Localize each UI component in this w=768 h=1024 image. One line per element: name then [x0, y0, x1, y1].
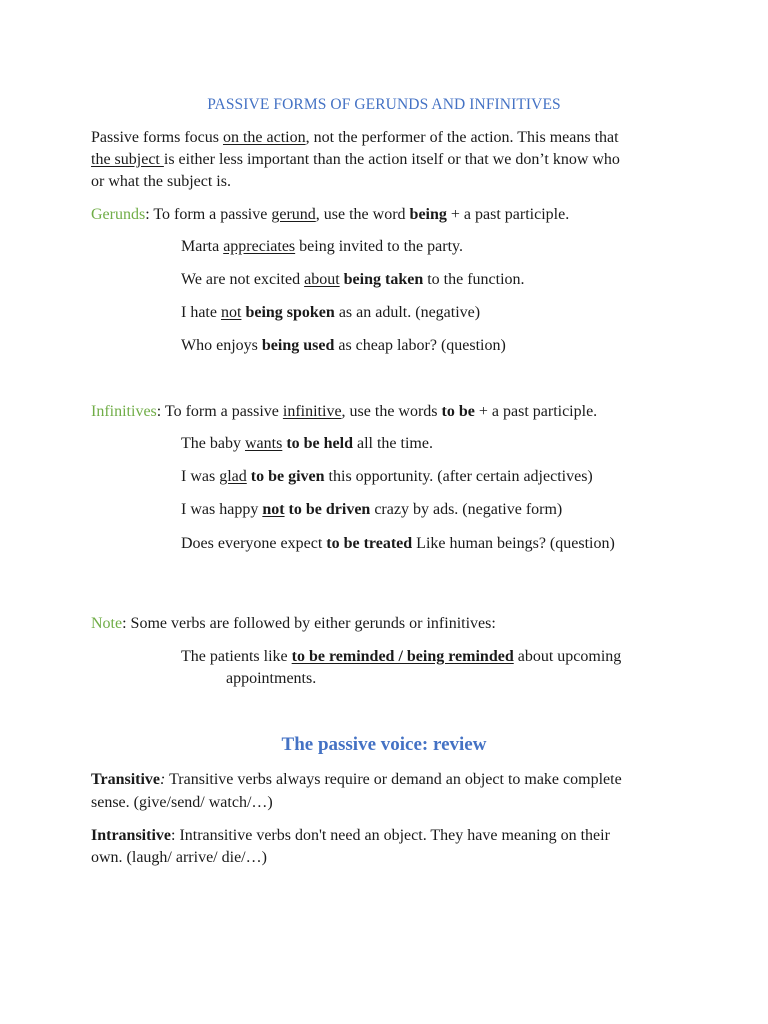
example-bold-underline: to be reminded / being reminded — [291, 648, 514, 665]
example-text: I was — [181, 468, 220, 485]
example-text: I hate — [181, 304, 221, 321]
example-underline: glad — [219, 468, 247, 485]
example-text: Marta — [181, 238, 224, 255]
intransitive-label: Intransitive — [91, 827, 171, 844]
example-text: We are not excited — [181, 271, 305, 288]
gerunds-text: + a past participle. — [446, 206, 570, 223]
gerunds-text: , use the word — [315, 206, 410, 223]
example-bold: to be treated — [326, 535, 413, 552]
gerund-example-3 — [181, 302, 480, 324]
note-line — [91, 613, 496, 635]
gerund-example-1 — [181, 236, 463, 258]
example-bold: to be given — [246, 468, 325, 485]
intro-line-3: or what the subject is. — [91, 173, 231, 190]
infinitives-rule — [91, 401, 597, 423]
example-bold: being used — [261, 337, 335, 354]
infinitive-example-4 — [181, 533, 615, 555]
example-text: Like human beings? (question) — [412, 535, 615, 552]
example-underline: about — [304, 271, 340, 288]
example-text: crazy by ads. (negative form) — [370, 501, 563, 518]
transitive-line-1 — [91, 769, 622, 791]
gerund-example-2 — [181, 269, 525, 291]
example-text: I was happy — [181, 501, 263, 518]
infinitive-example-3 — [181, 499, 562, 521]
intro-underline-action: on the action — [222, 129, 306, 146]
example-text: as an adult. (negative) — [334, 304, 481, 321]
transitive-line-2: sense. (give/send/ watch/…) — [91, 794, 273, 811]
transitive-sep: : — [160, 771, 166, 788]
example-text: Does everyone expect — [181, 535, 327, 552]
infinitives-text: : To form a passive — [156, 403, 283, 420]
example-underline: appreciates — [223, 238, 296, 255]
intransitive-line-2: own. (laugh/ arrive/ die/…) — [91, 849, 267, 866]
gerund-example-4 — [181, 335, 506, 357]
intro-underline-subject: the subject — [91, 151, 164, 168]
infinitives-text: , use the words — [341, 403, 442, 420]
gerunds-text: : To form a passive — [145, 206, 272, 223]
example-bold: to be driven — [284, 501, 371, 518]
intro-text: is either less important than the action itself or that we don’t know who — [163, 151, 620, 168]
intransitive-text: : Intransitive verbs don't need an object. They have meaning on their — [171, 827, 610, 844]
example-bold: to be held — [282, 435, 353, 452]
example-text: about upcoming — [513, 648, 622, 665]
review-heading: The passive voice: review — [281, 734, 487, 755]
example-text: The patients like — [181, 648, 292, 665]
infinitive-example-1 — [181, 433, 433, 455]
example-text: as cheap labor? (question) — [334, 337, 506, 354]
example-text: The baby — [181, 435, 245, 452]
gerunds-label: Gerunds — [91, 206, 146, 223]
note-example — [181, 646, 621, 668]
gerunds-underline: gerund — [271, 206, 316, 223]
page-title: PASSIVE FORMS OF GERUNDS AND INFINITIVES — [207, 96, 561, 113]
example-text: Who enjoys — [181, 337, 262, 354]
example-text: to the function. — [423, 271, 525, 288]
example-text: this opportunity. (after certain adjectives) — [324, 468, 593, 485]
intro-text: , not the performer of the action. This means that — [305, 129, 619, 146]
example-underline: wants — [244, 435, 283, 452]
transitive-text: Transitive verbs always require or demand an object to make complete — [165, 771, 622, 788]
gerunds-rule — [91, 204, 569, 226]
gerunds-bold: being — [409, 206, 447, 223]
intransitive-line-1 — [91, 825, 610, 847]
note-example-cont: appointments. — [226, 670, 317, 687]
example-bold-underline: not — [262, 501, 285, 518]
note-label: Note — [91, 615, 123, 632]
example-bold: being spoken — [241, 304, 335, 321]
example-bold: being taken — [339, 271, 424, 288]
infinitives-underline: infinitive — [282, 403, 342, 420]
example-text: all the time. — [352, 435, 433, 452]
example-text: being invited to the party. — [295, 238, 463, 255]
infinitives-label: Infinitives — [91, 403, 157, 420]
infinitives-bold: to be — [441, 403, 475, 420]
intro-line-1 — [91, 127, 619, 149]
transitive-label: Transitive — [91, 771, 161, 788]
intro-line-2 — [91, 149, 620, 171]
intro-text: Passive forms focus — [91, 129, 223, 146]
note-text: : Some verbs are followed by either gerunds or infinitives: — [122, 615, 496, 632]
example-underline: not — [220, 304, 242, 321]
infinitives-text: + a past participle. — [474, 403, 598, 420]
infinitive-example-2 — [181, 466, 593, 488]
